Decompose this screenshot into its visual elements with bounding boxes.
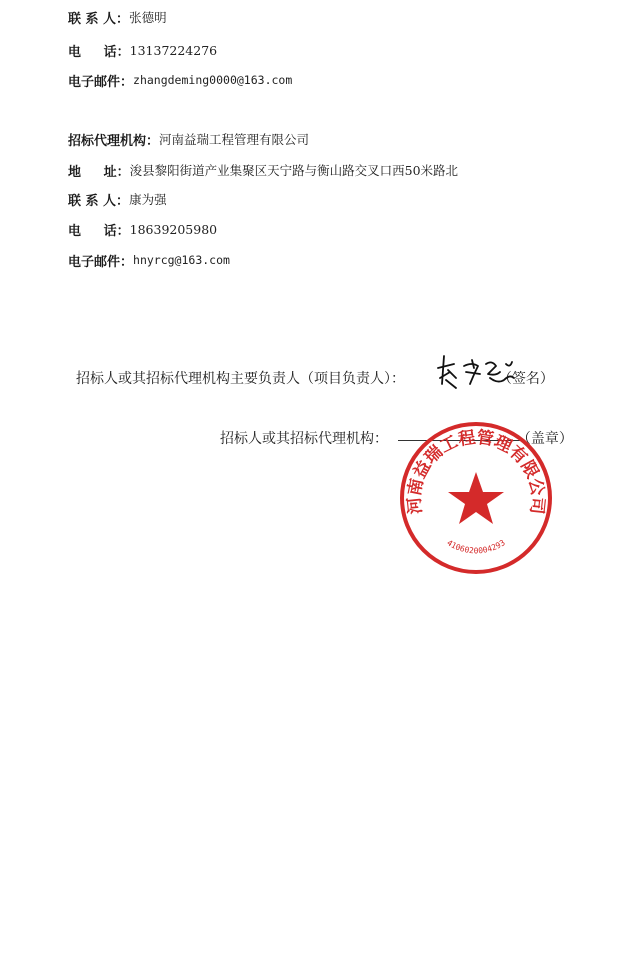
agency-address-label: 地 址： bbox=[68, 164, 130, 180]
agency-person-label: 联 系 人： bbox=[68, 193, 130, 209]
contact1-phone-row bbox=[68, 40, 217, 60]
contact1-person-row bbox=[68, 7, 167, 27]
seal-ring-textpath: 河南益瑞工程管理有限公司 bbox=[404, 427, 548, 516]
contact1-email-value: zhangdeming0000@163.com bbox=[133, 73, 293, 87]
agency-name-label: 招标代理机构： bbox=[68, 133, 160, 149]
company-seal bbox=[398, 420, 554, 576]
handwritten-signature bbox=[430, 350, 520, 395]
agency-phone-row bbox=[68, 219, 217, 239]
agency-address-value: 浚县黎阳街道产业集聚区天宁路与衡山路交叉口西50米路北 bbox=[129, 163, 459, 178]
agency-address-row bbox=[68, 160, 458, 180]
contact1-person-label: 联 系 人： bbox=[68, 11, 130, 27]
agency-name-row bbox=[68, 129, 309, 149]
agency-phone-value: 18639205980 bbox=[129, 221, 218, 237]
contact1-phone-label: 电 话： bbox=[68, 44, 130, 60]
contact1-phone-value: 13137224276 bbox=[129, 42, 218, 58]
agency-phone-label: 电 话： bbox=[68, 223, 130, 239]
seal-star-icon bbox=[448, 472, 504, 524]
agency-email-row bbox=[68, 250, 230, 270]
agency-name-value: 河南益瑞工程管理有限公司 bbox=[159, 132, 310, 147]
signature-suffix: （签名） bbox=[497, 371, 554, 387]
agency-person-row bbox=[68, 189, 167, 209]
contact1-email-row bbox=[68, 70, 292, 90]
seal-number-text bbox=[445, 538, 507, 555]
seal-line-text: 招标人或其招标代理机构： bbox=[220, 431, 388, 447]
agency-person-value: 康为强 bbox=[129, 192, 167, 207]
contact1-email-label: 电子邮件： bbox=[68, 74, 134, 90]
agency-email-label: 电子邮件： bbox=[68, 254, 134, 270]
seal-number-textpath: 4106020004293 bbox=[445, 538, 507, 556]
signature-line-text: 招标人或其招标代理机构主要负责人（项目负责人）： bbox=[76, 371, 405, 387]
contact1-person-value: 张德明 bbox=[129, 10, 167, 25]
agency-email-value: hnyrcg@163.com bbox=[133, 253, 230, 267]
seal-suffix: （盖章） bbox=[516, 431, 573, 447]
